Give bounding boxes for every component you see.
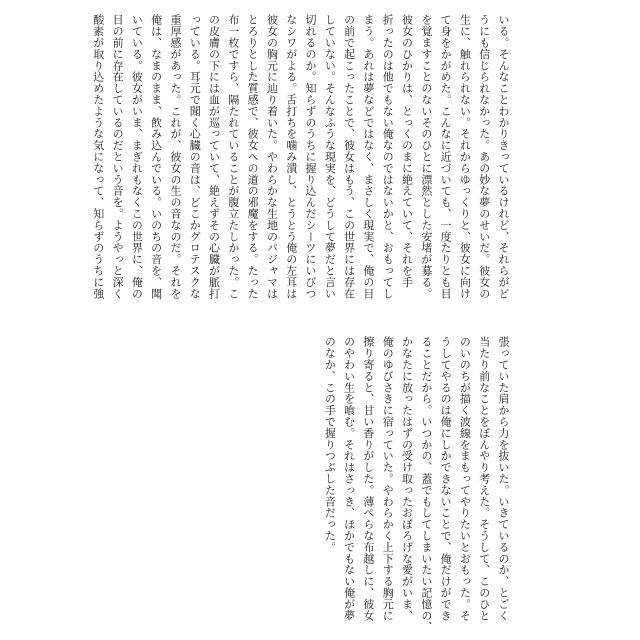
text-line: まう。あれは夢などではなく、まさしく現実で、俺の目 [361,14,375,299]
lower-text-block [313,336,513,636]
text-line: いている。彼女がいま、まぎれもなくこの世界に、俺の [130,14,144,299]
text-line: ることだから。いつかの、蓋でもしてしまいたい記憶の、 [419,336,433,633]
text-line: 酸素が取り込めたような気になって、知らずのうちに強 [91,14,105,299]
text-line: とろりとした質感で、彼女への道の邪魔をする。たった [246,14,260,299]
text-line: していない。そんなふうな現実を、どうして夢だと言い [323,14,337,299]
text-line: っている。耳元で聞く心臓の音は、どこかグロテスクな [188,14,202,299]
text-line: のいのちが描く波線をまもってやりたいとおもった。そ [458,336,472,621]
text-line: うしてやるのは俺にしかできないことで、俺だけができ [439,336,453,621]
text-line: かなたに放ったはずの受け取ったおぼろげな愛がいま、 [400,336,414,621]
text-line: 俺は、なまのまま、飲み込んでいる。いのちの音を、聞 [149,14,163,299]
text-line: 折ったのは他でもない俺なのではないかと、おもってし [381,14,395,299]
text-line: のやわい生を喰む。それはさっき、ほかでもない俺が夢 [342,336,356,621]
text-line: 張っていた肩から力を抜いた。いきているのか、とごく [497,336,510,621]
upper-text-block [91,14,513,314]
text-line: 重厚感があった。これが、彼女の生の音なのだ。それを [168,14,182,299]
text-line: 俺のゆびさきに宿っていた。やわらかく上下する胸元に [381,336,395,621]
text-line: 擦り寄ると、甘い香りがした。薄ぺらな布越しに、彼女 [361,336,375,621]
text-line: の皮膚の下には血が巡っていて、絶えずその心臓が脈打 [207,14,221,299]
text-line: を覚ますことのないそのひとに漂然とした安堵が募る。 [419,14,433,299]
text-line: 目の前に存在しているのだという音を。ようやっと深く [111,14,125,299]
text-line: て身をかがめた。こんなに近づいても、一度たりとも目 [439,14,453,299]
text-line: のなか、この手で握りつぶした音だった。 [323,336,337,553]
text-line: 当たり前なことをぼんやり考えた。そうして、このひと [477,336,491,621]
text-line: 彼女の胸元に辿り着いた。やわらかな生地のパジャマは [265,14,279,299]
text-line: うにも信じられなかった。あの妙な夢のせいだ。彼女の [477,14,491,299]
text-line: なシワがよる。舌打ちを噛み潰し、とうとう俺の左耳は [284,14,298,299]
text-line: 生に、触れられない。それからゆっくりと、彼女に向け [458,14,472,299]
text-line: いる。そんなことわかりきっているけれど、それらがど [497,14,510,299]
text-line: 切れるのか。知らずのうちに握り込んだシーツにいびつ [304,14,318,299]
text-line: 布一枚ですら、隔たれていることが腹立たしかった。こ [226,14,240,299]
text-line: 彼女のひかりは、とっくのまに絶えていて、それを手 [400,14,414,288]
text-line: の前で起こったことで、彼女はもう、この世界には存在 [342,14,356,299]
